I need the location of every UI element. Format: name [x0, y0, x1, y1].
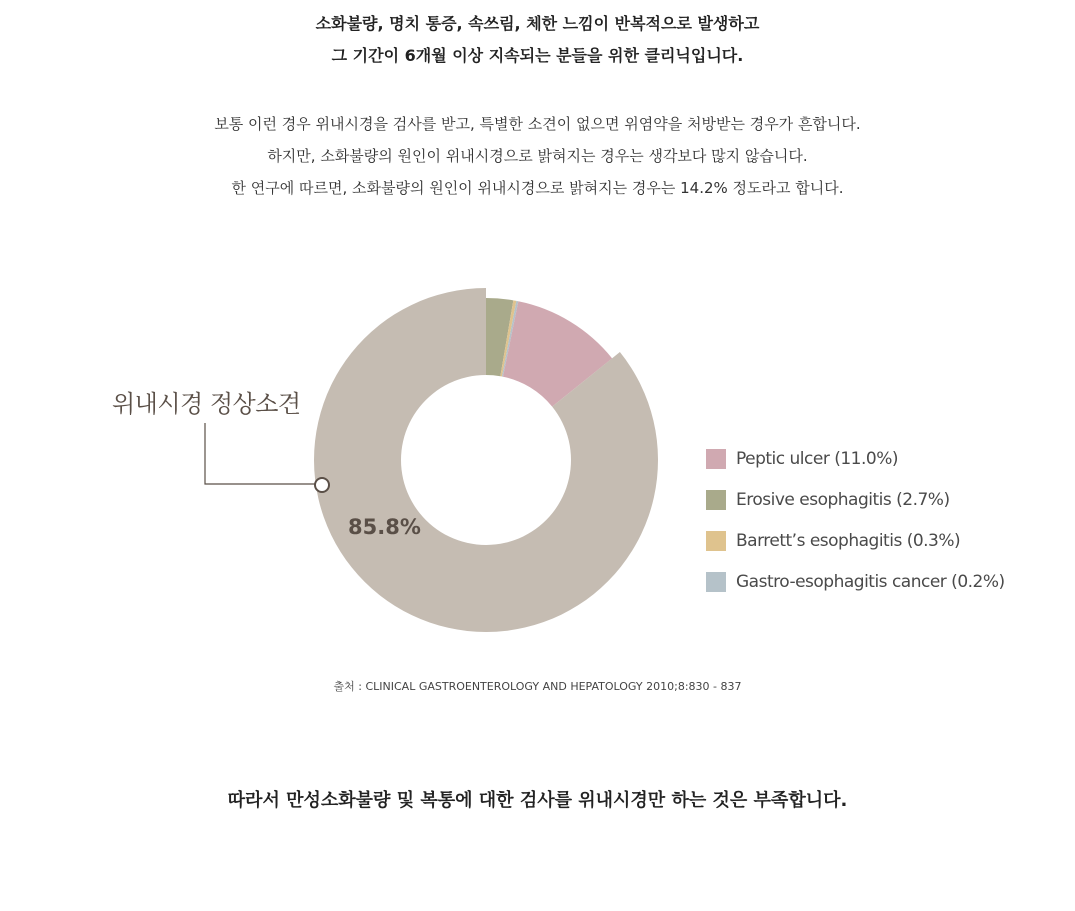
intro-bold-line-1: 소화불량, 명치 통증, 속쓰림, 체한 느낌이 반복적으로 발생하고	[315, 14, 760, 33]
intro-line-2: 하지만, 소화불량의 원인이 위내시경으로 밝혀지는 경우는 생각보다 많지 않습니다.	[267, 147, 808, 165]
legend-swatch	[706, 531, 726, 551]
donut-slices	[314, 288, 658, 632]
callout-marker	[315, 478, 329, 492]
callout-line	[205, 423, 322, 484]
conclusion-text: 따라서 만성소화불량 및 복통에 대한 검사를 위내시경만 하는 것은 부족합니다.	[227, 790, 848, 811]
legend-item-peptic-ulcer	[706, 438, 1005, 479]
legend-item-erosive-esophagitis	[706, 479, 1005, 520]
intro-line-3: 한 연구에 따르면, 소화불량의 원인이 위내시경으로 밝혀지는 경우는 14.2% 정도라고 합니다.	[231, 179, 844, 197]
legend-label: Peptic ulcer (11.0%)	[736, 448, 899, 469]
legend-item-gastro-esophagitis-cancer	[706, 561, 1005, 602]
legend-item-barretts-esophagitis	[706, 520, 1005, 561]
intro-text	[0, 8, 1075, 204]
legend-label: Erosive esophagitis (2.7%)	[736, 489, 950, 510]
legend-swatch	[706, 490, 726, 510]
callout-label: 위내시경 정상소견	[112, 390, 301, 418]
legend-label: Barrett’s esophagitis (0.3%)	[736, 530, 961, 551]
legend-swatch	[706, 449, 726, 469]
legend-label: Gastro-esophagitis cancer (0.2%)	[736, 571, 1005, 592]
intro-paragraph	[0, 108, 1075, 204]
chart-legend	[706, 438, 1005, 602]
main-slice-value-label: 85.8%	[348, 515, 421, 539]
intro-bold-line-2: 그 기간이 6개월 이상 지속되는 분들을 위한 클리닉입니다.	[331, 46, 744, 65]
intro-line-1: 보통 이런 경우 위내시경을 검사를 받고, 특별한 소견이 없으면 위염약을 처방받는 경우가 흔합니다.	[214, 115, 861, 133]
legend-swatch	[706, 572, 726, 592]
source-citation: 출처 : CLINICAL GASTROENTEROLOGY AND HEPATOLOGY 2010;8:830 - 837	[333, 680, 742, 693]
